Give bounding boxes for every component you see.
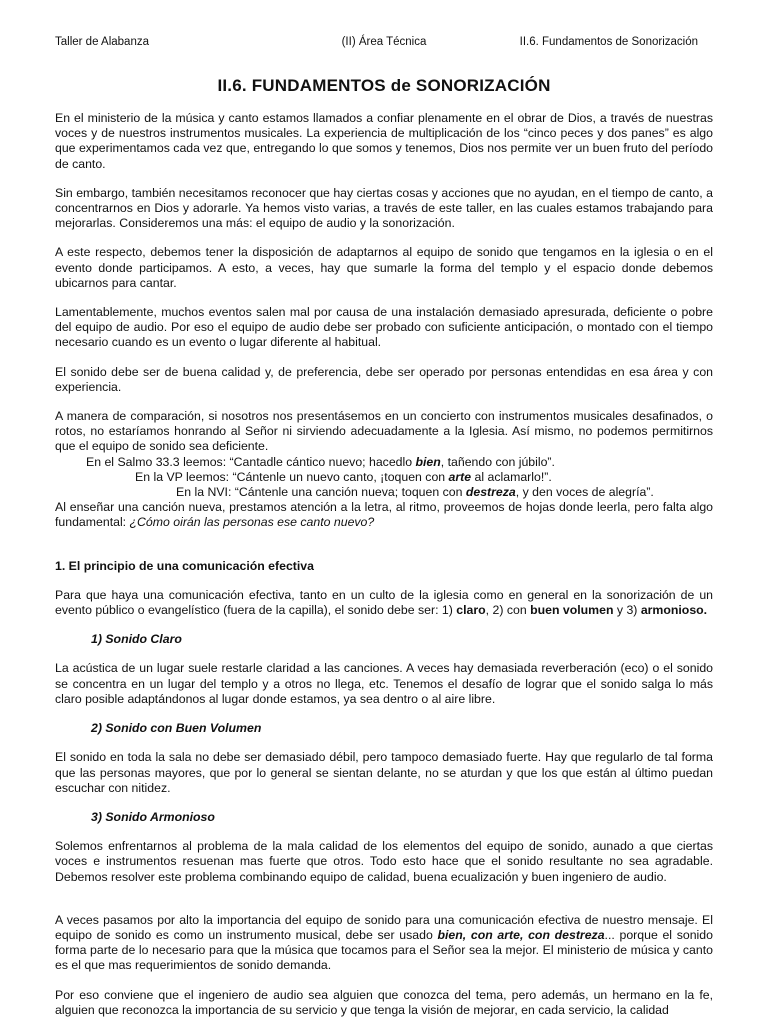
section-1-intro: [55, 588, 713, 618]
intro-buen-volumen: buen volumen: [530, 603, 614, 618]
subsection-heading-3: 3) Sonido Armonioso: [91, 809, 215, 824]
header-left: Taller de Alabanza: [55, 36, 149, 48]
paragraph-9: Por eso conviene que el ingeniero de audio sea alguien que conozca del tema, pero además, un hermano en la fe, alguien que reconozca la importancia de su servicio y que tenga la visión de mejorar, en cada servicio, la calidad: [55, 987, 713, 1017]
paragraph-3: A este respecto, debemos tener la disposición de adaptarnos al equipo de sonido que tengamos en la iglesia o en el evento donde participamos. A esto, a veces, hay que sumarle la forma del templo y el espacio donde debemos ubicarnos para cantar.: [55, 245, 713, 290]
paragraph-6: A manera de comparación, si nosotros nos presentásemos en un concierto con instrumentos musicales desafinados, o rotos, no estaríamos honrando al Señor ni sirviendo adecuadamente a la Iglesia. Así mismo, no podemos permitirnos que el equipo de sonido sea deficiente.: [55, 409, 713, 454]
paragraph-8: [55, 913, 713, 974]
intro-text-a: Para que haya una comunicación efectiva, tanto en un culto de la iglesia como en general en la sonorización de un evento público o evangelístico (fuera de la capilla), el sonido debe ser: 1): [55, 587, 713, 618]
quote-vp: [55, 470, 713, 485]
subsection-2-text: El sonido en toda la sala no debe ser demasiado débil, pero tampoco demasiado fuerte. Hay que regularlo de tal forma que las personas mayores, que por lo general se sientan delante, no se aturdan y que los que están al último puedan escuchar con nitidez.: [55, 750, 713, 795]
paragraph-5: El sonido debe ser de buena calidad y, de preferencia, debe ser operado por personas entendidas en esa área y con experiencia.: [55, 364, 713, 394]
paragraph-7-text: Al enseñar una canción nueva, prestamos atención a la letra, al ritmo, proveemos de hojas donde leerla, pero falta algo fundamental:: [55, 500, 713, 530]
quote-vp-emphasis: arte: [448, 469, 472, 484]
quote-salmo-end: , tañendo con júbilo”.: [440, 454, 555, 469]
paragraph-7-question: ¿Cómo oirán las personas ese canto nuevo?: [129, 515, 375, 530]
paragraph-8-emphasis: bien, con arte, con destreza: [437, 927, 605, 942]
quote-nvi-end: , y den voces de alegría”.: [515, 485, 654, 500]
document-body: [55, 111, 713, 1032]
intro-armonioso: armonioso.: [640, 603, 708, 618]
quote-vp-text: En la VP leemos: “Cántenle un nuevo canto, ¡toquen con: [135, 469, 449, 484]
subsection-1-text: La acústica de un lugar suele restarle claridad a las canciones. A veces hay demasiada reverberación (eco) o el sonido se concentra en un lugar del templo y a otros no llega, etc. Tenemos el desafío de lograr que el sonido salga lo más claro posible adaptándonos al lugar donde estamos, ya sea dentro o al aire libre.: [55, 661, 713, 706]
quote-nvi: [55, 485, 713, 500]
quote-nvi-emphasis: destreza: [465, 485, 516, 500]
header-right: II.6. Fundamentos de Sonorización: [519, 36, 698, 48]
subsection-3-text: Solemos enfrentarnos al problema de la mala calidad de los elementos del equipo de sonido, aunado a que ciertas voces e instrumentos resuenan mas fuerte que otros. Todo esto hace que el sonido resultante no sea agradable. Debemos resolver este problema combinando equipo de calidad, buena ecualización y buen ingeniero de audio.: [55, 839, 713, 884]
intro-claro: claro: [456, 603, 486, 618]
header-center: (II) Área Técnica: [341, 36, 427, 48]
subsection-heading-2: 2) Sonido con Buen Volumen: [91, 721, 262, 736]
intro-text-b: , 2) con: [485, 603, 531, 618]
paragraph-1: En el ministerio de la música y canto estamos llamados a confiar plenamente en el obrar de Dios, a través de nuestras voces y de nuestros instrumentos musicales. La experiencia de multiplicación de los “cinco peces y dos panes” es algo que experimentamos cada vez que, entregando lo que somos y tenemos, Dios nos permite ver un buen fruto del período de canto.: [55, 111, 713, 171]
paragraph-4: Lamentablemente, muchos eventos salen mal por causa de una instalación demasiado apresurada, deficiente o pobre del equipo de audio. Por eso el equipo de audio debe ser probado con suficiente anticipación, o montado con el tiempo necesario cuando es un evento o lugar diferente al habitual.: [55, 305, 713, 350]
section-heading-1: 1. El principio de una comunicación efectiva: [55, 558, 314, 573]
quote-vp-end: al aclamarlo!”.: [471, 469, 552, 484]
spacer: [55, 899, 713, 913]
quote-salmo: [55, 455, 713, 470]
paragraph-8-text: A veces pasamos por alto la importancia del equipo de sonido para una comunicación efectiva de nuestro mensaje. El equipo de sonido es como un instrumento musical, debe ser usado: [55, 912, 713, 942]
paragraph-8-end: ... porque el sonido forma parte de lo necesario para que la música que tocamos para el Señor sea la mejor. El ministerio de música y canto es el que mas requerimientos de sonido demanda.: [55, 927, 713, 973]
subsection-heading-1: 1) Sonido Claro: [91, 632, 182, 647]
paragraph-7: [55, 500, 713, 530]
quote-salmo-text: En el Salmo 33.3 leemos: “Cantadle cántico nuevo; hacedlo: [86, 454, 416, 469]
intro-text-c: y 3): [613, 603, 641, 618]
quote-nvi-text: En la NVI: “Cántenle una canción nueva; toquen con: [176, 485, 466, 500]
paragraph-2: Sin embargo, también necesitamos reconocer que hay ciertas cosas y acciones que no ayudan, en el tiempo de canto, a concentrarnos en Dios y adorarle. Ya hemos visto varias, a través de este taller, en las cuales estamos trabajando para mejorarlas. Consideremos una más: el equipo de audio y la sonorización.: [55, 185, 713, 231]
page-title: II.6. FUNDAMENTOS de SONORIZACIÓN: [217, 76, 551, 95]
quote-salmo-emphasis: bien: [415, 454, 441, 469]
